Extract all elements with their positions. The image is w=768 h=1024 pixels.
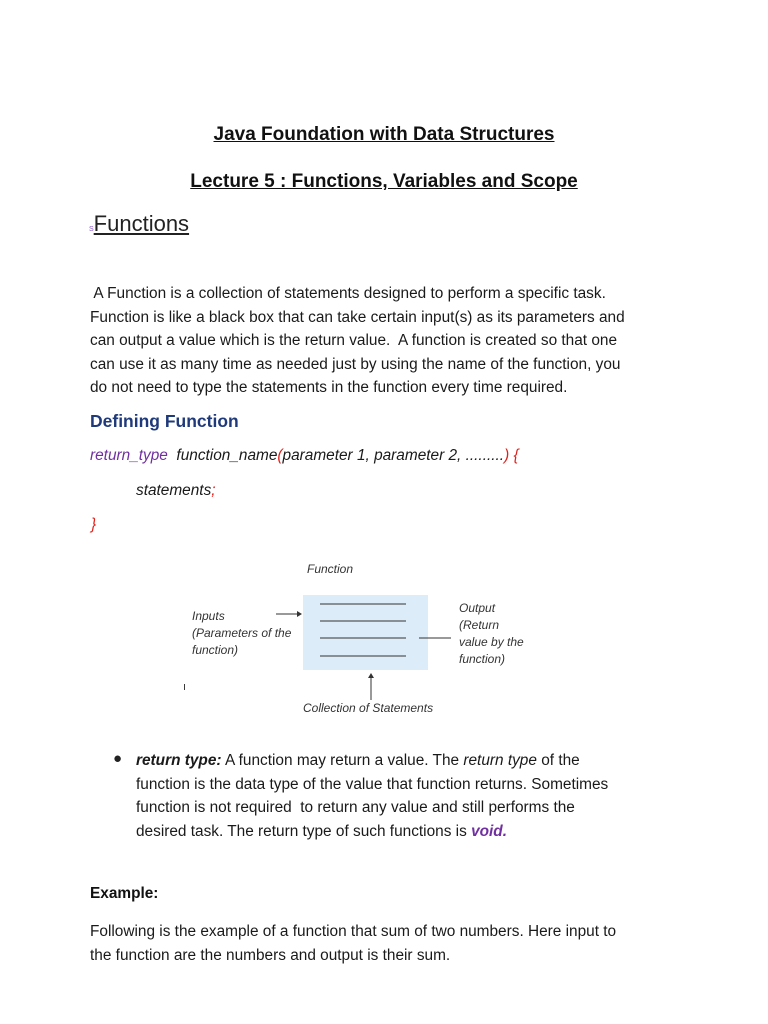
stray-mark: ı bbox=[183, 681, 187, 693]
bullet-term: return type: bbox=[136, 752, 222, 769]
syntax-semicolon: ; bbox=[211, 482, 216, 499]
syntax-params: parameter 1, parameter 2, ......... bbox=[282, 447, 505, 464]
lecture-title: Lecture 5 : Functions, Variables and Scope bbox=[190, 171, 578, 192]
section-heading: Functions bbox=[93, 211, 190, 236]
document-title: Java Foundation with Data Structures bbox=[213, 124, 555, 145]
bullet-line bbox=[136, 749, 736, 773]
bullet-line: function is the data type of the value that function returns. Sometimes bbox=[136, 775, 609, 793]
syntax-end-brace: } bbox=[91, 516, 97, 533]
diagram-inputs-label bbox=[192, 608, 291, 659]
output-line: Output bbox=[459, 601, 496, 615]
syntax-statements: statements bbox=[136, 482, 212, 499]
bullet-text: of the bbox=[536, 752, 580, 769]
bullet-italic-text: return type bbox=[463, 752, 537, 769]
output-line: (Return bbox=[459, 618, 500, 632]
diagram-title: Function bbox=[307, 562, 354, 576]
section-marker: S bbox=[89, 226, 94, 233]
bullet-text: desired task. The return type of such functions is bbox=[136, 822, 472, 840]
caption-arrow-head bbox=[368, 673, 374, 678]
intro-line: do not need to type the statements in the function every time required. bbox=[90, 379, 568, 396]
intro-line: can use it as many time as needed just by using the name of the function, you bbox=[90, 355, 621, 373]
intro-line: Function is like a black box that can take certain input(s) as its parameters and bbox=[90, 308, 625, 326]
bullet-text: A function may return a value. The bbox=[221, 752, 464, 769]
diagram-output-label bbox=[459, 600, 524, 668]
syntax-open-paren: ( bbox=[277, 447, 283, 464]
inputs-line: function) bbox=[192, 643, 239, 657]
output-line: function) bbox=[459, 652, 506, 666]
input-arrow-head bbox=[297, 611, 302, 617]
diagram-caption: Collection of Statements bbox=[303, 701, 434, 715]
output-line: value by the bbox=[459, 635, 524, 649]
intro-paragraph bbox=[90, 282, 730, 400]
intro-line: A Function is a collection of statements designed to perform a specific task. bbox=[90, 285, 606, 302]
example-line: the function are the numbers and output is their sum. bbox=[90, 946, 451, 964]
syntax-function-name: function_name bbox=[176, 447, 278, 464]
example-heading: Example: bbox=[90, 885, 159, 902]
inputs-line: (Parameters of the bbox=[192, 626, 292, 640]
void-keyword: void. bbox=[471, 822, 507, 840]
defining-function-heading: Defining Function bbox=[90, 411, 239, 431]
syntax-line bbox=[90, 447, 519, 465]
intro-line: can output a value which is the return value. A function is created so that one bbox=[90, 332, 618, 349]
bullet-line: function is not required to return any value and still performs the bbox=[136, 799, 575, 816]
bullet-line bbox=[136, 820, 736, 844]
inputs-line: Inputs bbox=[192, 609, 225, 623]
example-paragraph bbox=[90, 920, 730, 967]
syntax-return-type: return_type bbox=[90, 447, 168, 464]
bullet-marker: ● bbox=[113, 750, 123, 767]
syntax-close-brace: ) { bbox=[504, 447, 519, 464]
syntax-statements-line bbox=[136, 482, 216, 500]
example-line: Following is the example of a function that sum of two numbers. Here input to bbox=[90, 923, 617, 940]
return-type-bullet bbox=[136, 749, 736, 843]
section-heading-row bbox=[89, 211, 189, 237]
